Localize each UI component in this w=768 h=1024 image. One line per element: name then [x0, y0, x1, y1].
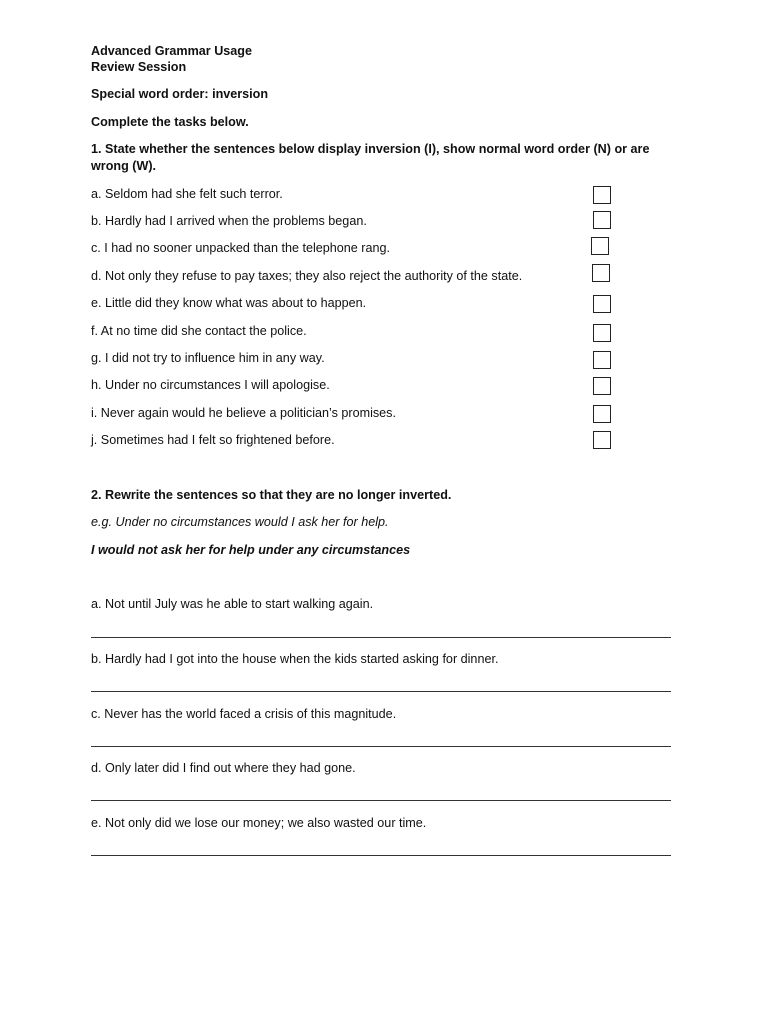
instructions: Complete the tasks below.	[91, 115, 249, 129]
task1-item-i: i. Never again would he believe a politician’s promises.	[91, 406, 396, 420]
answer-box-d[interactable]	[592, 264, 610, 282]
answer-box-h[interactable]	[593, 377, 611, 395]
answer-box-a[interactable]	[593, 186, 611, 204]
task2-item-a: a. Not until July was he able to start walking again.	[91, 597, 374, 611]
task2-item-e: e. Not only did we lose our money; we also wasted our time.	[91, 816, 427, 830]
worksheet-subtitle: Review Session	[91, 60, 187, 74]
task1-heading: 1. State whether the sentences below display inversion (I), show normal word order (N) or are wrong (W).	[91, 142, 650, 173]
answer-box-f[interactable]	[593, 324, 611, 342]
worksheet-title: Advanced Grammar Usage	[91, 44, 252, 58]
answer-line-e[interactable]	[91, 855, 671, 856]
task1-item-d: d. Not only they refuse to pay taxes; they also reject the authority of the state.	[91, 269, 523, 283]
task2-item-d: d. Only later did I find out where they had gone.	[91, 761, 356, 775]
task1-item-j: j. Sometimes had I felt so frightened before.	[91, 433, 335, 447]
task2-example: e.g. Under no circumstances would I ask her for help.	[91, 515, 389, 529]
task1-item-h: h. Under no circumstances I will apologise.	[91, 378, 330, 392]
answer-line-d[interactable]	[91, 800, 671, 801]
answer-box-e[interactable]	[593, 295, 611, 313]
answer-box-b[interactable]	[593, 211, 611, 229]
answer-box-i[interactable]	[593, 405, 611, 423]
task1-item-g: g. I did not try to influence him in any way.	[91, 351, 325, 365]
task1-item-b: b. Hardly had I arrived when the problems began.	[91, 214, 367, 228]
task1-item-f: f. At no time did she contact the police.	[91, 324, 307, 338]
topic-heading: Special word order: inversion	[91, 87, 269, 101]
task2-example-answer: I would not ask her for help under any circumstances	[91, 543, 411, 557]
answer-line-a[interactable]	[91, 637, 671, 638]
answer-box-c[interactable]	[591, 237, 609, 255]
task2-heading: 2. Rewrite the sentences so that they are no longer inverted.	[91, 488, 452, 502]
answer-line-b[interactable]	[91, 691, 671, 692]
answer-box-j[interactable]	[593, 431, 611, 449]
answer-box-g[interactable]	[593, 351, 611, 369]
task1-item-a: a. Seldom had she felt such terror.	[91, 187, 283, 201]
answer-line-c[interactable]	[91, 746, 671, 747]
task1-item-c: c. I had no sooner unpacked than the telephone rang.	[91, 241, 390, 255]
task1-item-e: e. Little did they know what was about to happen.	[91, 296, 367, 310]
task2-item-c: c. Never has the world faced a crisis of this magnitude.	[91, 707, 397, 721]
task2-item-b: b. Hardly had I got into the house when the kids started asking for dinner.	[91, 652, 499, 666]
